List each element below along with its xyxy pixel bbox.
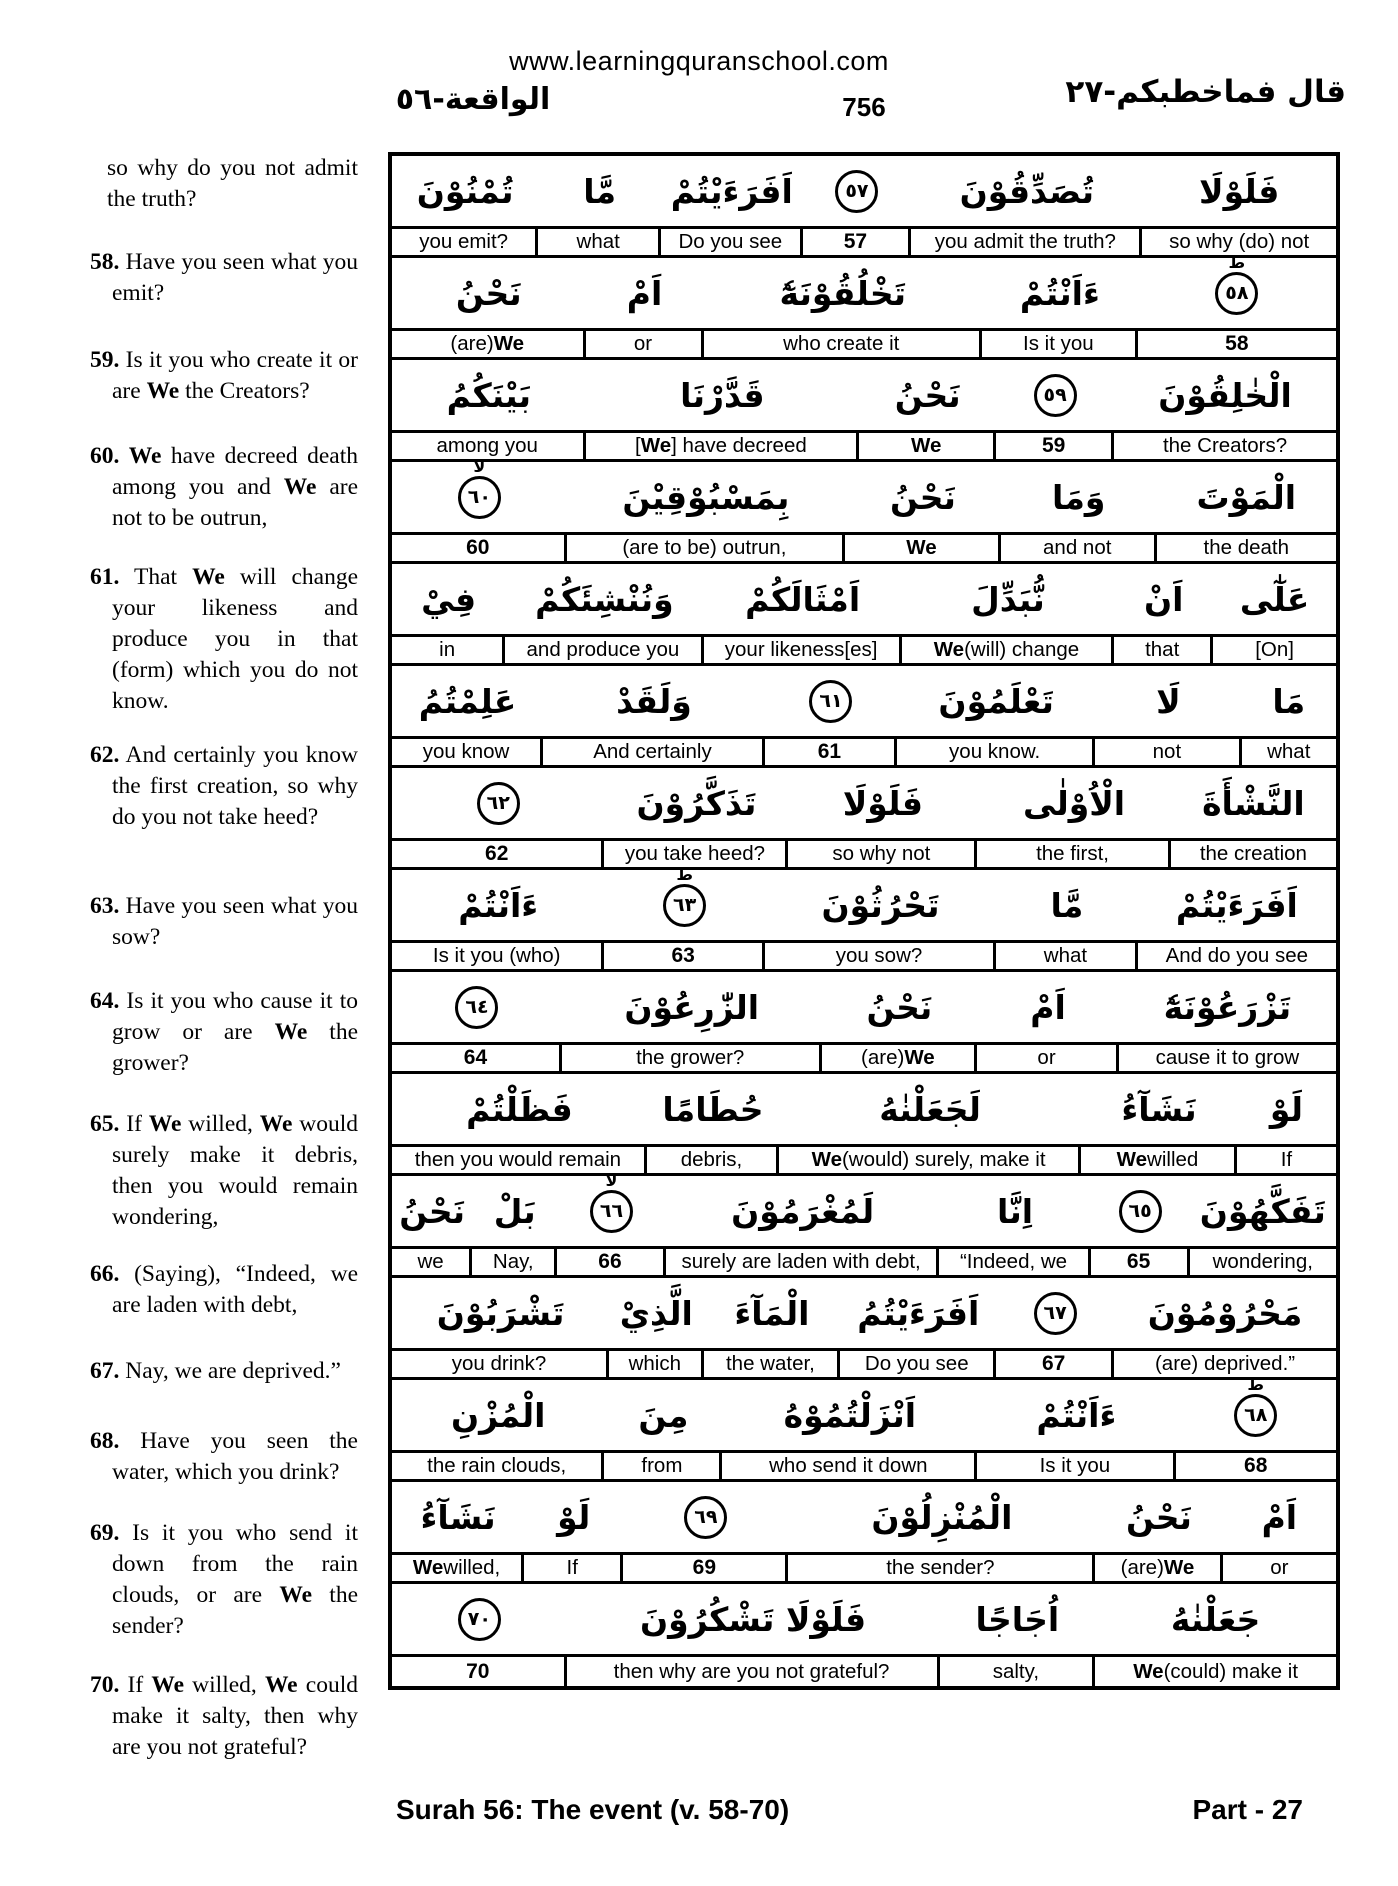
arabic-word: فِيْ (421, 579, 477, 619)
waqf-mark: ط (1247, 1374, 1265, 1394)
translation-band (392, 841, 1336, 870)
translation-band (392, 637, 1336, 666)
word-translation-cell: [On] (1255, 638, 1294, 661)
translation-band (392, 943, 1336, 972)
word-translation-cell: salty, (940, 1657, 1096, 1686)
word-translation-cell: We (will) change (902, 637, 1114, 663)
ayah-number-circle: ٦٧ (1034, 1292, 1077, 1335)
ayah-end-cell (392, 456, 567, 532)
page-number: 756 (842, 92, 886, 122)
arabic-band (392, 864, 1336, 943)
verse-translation-64: 64. Is it you who cause it to grow or are We the grower? (90, 988, 358, 1076)
verse-number-cell: 70 (392, 1657, 567, 1686)
word-translation-cell: in (392, 637, 505, 663)
word-translation-cell: Is it you (977, 1453, 1175, 1479)
waqf-mark: ط (1228, 252, 1246, 272)
verse-number-cell: 63 (604, 943, 764, 969)
website-url: www.learningquranschool.com (509, 46, 889, 76)
arabic-word: اَمْ (1030, 987, 1066, 1027)
table-verse-row (392, 360, 1336, 462)
word-translation-cell: that (1114, 637, 1213, 663)
verse-number-cell: 69 (623, 1555, 788, 1581)
arabic-word: تَزْرَعُوْنَهٗٓ (1163, 987, 1292, 1027)
arabic-word: الَّذِيْ (619, 1293, 693, 1333)
ayah-number-circle: ٦٨ ط (1234, 1394, 1277, 1437)
arabic-word: نَحْنُ (866, 987, 933, 1027)
arabic-word: نَحْنُ (455, 273, 522, 313)
arabic-word: لَجَعَلْنٰهُ (879, 1089, 981, 1129)
word-translation-cell: or (977, 1045, 1119, 1071)
word-translation-cell: the first, (977, 841, 1171, 867)
arabic-word: فَلَوْلَا تَشْكُرُوْنَ (639, 1599, 867, 1639)
ayah-number-circle: ٦٠ لا (458, 476, 501, 519)
translation-band (392, 739, 1336, 768)
word-translation-cell: and produce you (505, 637, 703, 663)
arabic-band (392, 456, 1336, 535)
verse-number: 70. (90, 1672, 120, 1698)
ayah-end-cell (392, 1584, 567, 1654)
ayah-end-cell (803, 156, 912, 226)
arabic-band (392, 1374, 1336, 1453)
word-translation-cell: so why not (788, 841, 977, 867)
word-translation-cell: We (would) surely, make it (779, 1147, 1081, 1173)
verse-translation-58: 58. Have you seen what you emit? (90, 249, 358, 306)
table-verse-row (392, 1482, 1336, 1584)
verse-number-cell: 65 (1091, 1249, 1190, 1275)
word-translation-cell: then you would remain (392, 1147, 647, 1173)
translation-band (392, 535, 1336, 564)
translation-band (392, 1045, 1336, 1074)
arabic-word: الزّٰرِعُوْنَ (624, 987, 760, 1027)
verse-translation-62: 62. And certainly you know the first creation, so why do you not take heed? (90, 742, 358, 830)
verse-number-cell: 64 (392, 1045, 562, 1071)
word-translation-cell: you know. (897, 739, 1095, 765)
verse-number: 60. (90, 443, 120, 469)
verse-translation-63: 63. Have you seen what you sow? (90, 893, 358, 950)
word-translation-cell: the Creators? (1162, 434, 1288, 457)
ayah-end-cell (1091, 1176, 1190, 1246)
verse-translation-59: 59. Is it you who create it or are We the Creators? (90, 347, 358, 404)
arabic-band (392, 768, 1336, 841)
ayah-number-circle: ٦٩ (684, 1496, 727, 1539)
ayah-end-cell (996, 1278, 1114, 1348)
ayah-number-circle: ٧٠ (458, 1598, 501, 1641)
translation-band (392, 331, 1336, 360)
translation-band (392, 1351, 1336, 1380)
word-translation-cell: what (538, 229, 661, 255)
arabic-band (392, 1278, 1336, 1351)
word-translation-cell: We willed (1081, 1147, 1237, 1173)
waqf-mark: لا (473, 456, 486, 476)
verse-translation-68: 68. Have you seen the water, which you drink? (90, 1428, 358, 1485)
arabic-word: بَيْنَكُمُ (446, 375, 531, 415)
arabic-word: بَلْ (493, 1191, 536, 1231)
table-verse-row (392, 1374, 1336, 1482)
arabic-word: نَحْنُ (399, 1191, 466, 1231)
word-translation-cell: what (1267, 740, 1311, 763)
arabic-word: نُّبَدِّلَ (971, 579, 1045, 619)
verse-number: 66. (90, 1261, 120, 1287)
word-translation-cell: (are) We (822, 1045, 978, 1071)
arabic-word: الْخٰلِقُوْنَ (1158, 375, 1292, 415)
verse-number: 58. (90, 249, 120, 275)
word-translation-cell: We (845, 535, 1001, 561)
arabic-word: وَمَا (1052, 477, 1106, 517)
arabic-word: نَحْنُ (894, 375, 961, 415)
verse-translation-69: 69. Is it you who send it down from the rain clouds, or are We the sender? (90, 1520, 358, 1639)
ayah-number-circle: ٦١ (809, 680, 852, 723)
word-translation-cell: wondering, (1212, 1250, 1313, 1273)
arabic-word: تَذَكَّرُوْنَ (636, 783, 757, 823)
ayah-end-cell (996, 360, 1114, 430)
arabic-word: تَحْرُثُوْنَ (821, 885, 940, 925)
arabic-word: نَحْنُ (890, 477, 956, 517)
word-translation-cell: you take heed? (604, 841, 788, 867)
word-translation-cell: [ We ] have decreed (586, 433, 860, 459)
arabic-word: اَفَرَءَيْتُمْ (670, 171, 793, 211)
table-verse-row (392, 156, 1336, 258)
arabic-word: اَمْ (1261, 1497, 1298, 1537)
ayah-end-cell (392, 972, 562, 1042)
word-translation-cell: so why (do) not (1169, 230, 1310, 253)
arabic-word: تَخْلُقُوْنَهٗٓ (779, 273, 906, 313)
arabic-word: لَمُغْرَمُوْنَ (731, 1191, 875, 1231)
arabic-word: نَشَآءُ (420, 1497, 496, 1537)
arabic-word: وَلَقَدْ (616, 681, 692, 721)
word-translation-cell: debris, (647, 1147, 779, 1173)
word-translation-cell: (are to be) outrun, (567, 535, 845, 561)
word-translation-cell: the rain clouds, (392, 1453, 604, 1479)
word-translation-cell: among you (392, 433, 586, 459)
arabic-word: فَظَلْتُمْ (466, 1089, 573, 1129)
arabic-word: اُجَاجًا (975, 1599, 1060, 1639)
footer-part-number: Part - 27 (1192, 1794, 1303, 1825)
arabic-word: تُمْنُوْنَ (416, 171, 514, 211)
word-translation-cell: or (1270, 1556, 1289, 1579)
waqf-mark: لا (605, 1170, 618, 1190)
verse-number: 65. (90, 1111, 120, 1137)
table-verse-row (392, 1278, 1336, 1380)
word-translation-cell: “Indeed, we (939, 1249, 1090, 1275)
arabic-band (392, 666, 1336, 739)
surah-name-arabic: الواقعة-٥٦ (395, 82, 551, 117)
arabic-band (392, 972, 1336, 1045)
arabic-band (392, 1074, 1336, 1147)
word-translation-cell: and not (1001, 535, 1157, 561)
ayah-number-circle: ٦٦ لا (590, 1190, 633, 1233)
arabic-word: الْمَوْتَ (1196, 477, 1297, 517)
verse-number: 67. (90, 1358, 120, 1384)
arabic-word: نَشَآءُ (1121, 1089, 1197, 1129)
word-translation-cell: the creation (1199, 842, 1307, 865)
word-translation-cell: your likeness[es] (704, 637, 902, 663)
verse-number-cell: 59 (996, 433, 1114, 459)
arabic-word: ءَاَنْتُمْ (1019, 273, 1100, 313)
verse-number: 63. (90, 893, 120, 919)
arabic-word: اَنْزَلْتُمُوْهُ (783, 1395, 917, 1435)
verse-number: 61. (90, 564, 120, 590)
arabic-word: فَلَوْلَا (1199, 171, 1280, 211)
table-verse-row (392, 456, 1336, 564)
word-translation-cell: If (1280, 1148, 1293, 1171)
arabic-word: اِنَّا (996, 1191, 1034, 1231)
arabic-word: تَعْلَمُوْنَ (938, 681, 1054, 721)
table-verse-row (392, 564, 1336, 666)
table-verse-row (392, 1074, 1336, 1176)
word-translation-cell: We (859, 433, 996, 459)
ayah-number-circle: ٦٥ (1119, 1190, 1162, 1233)
ayah-end-cell (765, 666, 897, 736)
word-translation-cell: then why are you not grateful? (567, 1657, 940, 1686)
arabic-word: جَعَلْنٰهُ (1170, 1599, 1261, 1639)
word-translation-cell: Nay, (472, 1249, 557, 1275)
table-verse-row (392, 252, 1336, 360)
verse-translation-continued: so why do you not admit the truth? (107, 155, 358, 212)
word-translation-cell: Is it you (982, 331, 1138, 357)
verse-translation-70: 70. If We willed, We could make it salty, then why are you not grateful? (90, 1672, 358, 1760)
arabic-word: اَفَرَءَيْتُمُ (857, 1293, 980, 1333)
arabic-word: قَدَّرْنَا (680, 375, 765, 415)
table-verse-row (392, 1584, 1336, 1686)
verse-translation-60: 60. We have decreed death among you and We are not to be outrun, (90, 443, 359, 531)
arabic-word: تُصَدِّقُوْنَ (959, 171, 1095, 211)
arabic-band (392, 360, 1336, 433)
word-translation-cell: or (586, 331, 704, 357)
arabic-band (392, 564, 1336, 637)
ayah-end-cell (604, 864, 764, 940)
ayah-end-cell (392, 768, 604, 838)
word-translation-cell: (are) We (392, 331, 586, 357)
translation-band (392, 229, 1336, 258)
arabic-band (392, 1584, 1336, 1657)
word-translation-cell: Do you see (840, 1351, 996, 1377)
arabic-word: عَلٰٓى (1239, 579, 1310, 619)
translation-band (392, 1657, 1336, 1686)
table-verse-row (392, 864, 1336, 972)
arabic-word: ءَاَنْتُمْ (1036, 1395, 1117, 1435)
verse-number-cell: 67 (996, 1351, 1114, 1377)
arabic-word: تَشْرَبُوْنَ (436, 1293, 565, 1333)
word-translation-cell: the grower? (562, 1045, 822, 1071)
word-translation-cell: who send it down (722, 1453, 977, 1479)
ayah-end-cell (623, 1482, 788, 1552)
arabic-word: فَلَوْلَا (842, 783, 924, 823)
word-translation-cell: surely are laden with debt, (666, 1249, 940, 1275)
word-translation-cell: from (604, 1453, 722, 1479)
verse-number-cell: 57 (803, 229, 912, 255)
verse-number: 59. (90, 347, 120, 373)
ayah-number-circle: ٥٩ (1034, 374, 1077, 417)
table-verse-row (392, 972, 1336, 1074)
translation-band (392, 433, 1336, 462)
word-translation-cell: you sow? (765, 943, 996, 969)
arabic-word: اَنْ (1143, 579, 1184, 619)
word-translation-cell: you admit the truth? (911, 229, 1142, 255)
arabic-word: الْاُوْلٰى (1022, 783, 1126, 823)
translation-column (90, 0, 358, 1886)
word-translation-cell: And do you see (1165, 944, 1309, 967)
verse-number-cell: 58 (1225, 332, 1249, 355)
arabic-band (392, 1482, 1336, 1555)
word-translation-cell: the death (1203, 536, 1290, 559)
arabic-word: حُطَامًا (662, 1089, 764, 1129)
arabic-word: مَّا (1050, 885, 1084, 925)
word-translation-cell: Do you see (661, 229, 803, 255)
verse-number-cell: 66 (557, 1249, 666, 1275)
arabic-word: الْمَآءَ (734, 1293, 810, 1333)
juz-name-arabic: قال فماخطبكم-٢٧ (1065, 74, 1346, 110)
word-translation-cell: you emit? (392, 229, 538, 255)
arabic-word: لَوْ (557, 1497, 591, 1537)
verse-number-cell: 68 (1244, 1454, 1268, 1477)
arabic-word: لَوْ (1269, 1089, 1303, 1129)
ayah-number-circle: ٦٢ (477, 782, 520, 825)
arabic-word: بِمَسْبُوْقِيْنَ (622, 477, 790, 517)
arabic-word: اَمْ (626, 273, 663, 313)
word-translation-cell: (are) We (1095, 1555, 1222, 1581)
arabic-band (392, 156, 1336, 229)
table-verse-row (392, 768, 1336, 870)
word-translation-cell: who create it (704, 331, 982, 357)
ayah-end-cell (1176, 1374, 1336, 1450)
word-translation-cell: what (996, 943, 1138, 969)
arabic-word: اَفَرَءَيْتُمْ (1175, 885, 1298, 925)
word-translation-cell: We (could) make it (1133, 1659, 1299, 1683)
translation-band (392, 1555, 1336, 1584)
verse-translation-65: 65. If We willed, We would surely make it debris, then you would remain wondering, (90, 1111, 359, 1230)
word-translation-cell: Is it you (who) (392, 943, 604, 969)
verse-number: 68. (90, 1428, 120, 1454)
arabic-word: مَّا (583, 171, 617, 211)
arabic-word: عَلِمْتُمُ (418, 681, 517, 721)
arabic-word: وَنُنْشِئَكُمْ (535, 579, 674, 619)
word-translation-cell: which (609, 1351, 703, 1377)
verse-number-cell: 60 (392, 535, 567, 561)
verse-translation-61: 61. That We will change your likeness and produce you in that (form) which you do not know. (90, 564, 358, 714)
arabic-word: ءَاَنْتُمْ (458, 885, 539, 925)
arabic-band (392, 1170, 1336, 1249)
word-translation-cell: you drink? (392, 1351, 609, 1377)
arabic-word: مِنَ (638, 1395, 689, 1435)
ayah-end-cell (557, 1170, 666, 1246)
word-translation-cell: you know (392, 739, 543, 765)
table-verse-row (392, 1170, 1336, 1278)
word-translation-cell: the sender? (788, 1555, 1095, 1581)
verse-number-cell: 62 (392, 841, 604, 867)
translation-band (392, 1453, 1336, 1482)
translation-band (392, 1249, 1336, 1278)
verse-translation-67: 67. Nay, we are deprived.” (90, 1358, 341, 1384)
footer-surah-title: Surah 56: The event (v. 58-70) (396, 1794, 790, 1825)
verse-number-cell: 61 (765, 739, 897, 765)
ayah-number-circle: ٦٣ ط (663, 884, 706, 927)
arabic-word: اَمْثَالَكُمْ (745, 579, 861, 619)
word-translation-cell: the water, (704, 1351, 841, 1377)
ayah-number-circle: ٥٨ ط (1215, 272, 1258, 315)
arabic-band (392, 252, 1336, 331)
word-by-word-table (388, 152, 1340, 1690)
arabic-word: تَفَكَّهُوْنَ (1199, 1191, 1326, 1231)
ayah-number-circle: ٦٤ (455, 986, 498, 1029)
word-translation-cell: If (524, 1555, 623, 1581)
verse-number: 62. (90, 742, 120, 768)
word-translation-cell: (are) deprived.” (1154, 1352, 1296, 1375)
translation-band (392, 1147, 1336, 1176)
word-translation-cell: cause it to grow (1155, 1046, 1300, 1069)
arabic-word: مَحْرُوْمُوْنَ (1147, 1293, 1303, 1333)
verse-number: 64. (90, 988, 120, 1014)
verse-number: 69. (90, 1520, 120, 1546)
arabic-word: لَا (1156, 681, 1181, 721)
word-translation-cell: we (392, 1249, 472, 1275)
arabic-word: الْمُزْنِ (450, 1395, 546, 1435)
table-verse-row (392, 666, 1336, 768)
word-translation-cell: And certainly (543, 739, 765, 765)
ayah-end-cell (1138, 252, 1336, 328)
waqf-mark: ط (676, 864, 693, 884)
verse-translation-66: 66. (Saying), “Indeed, we are laden with debt, (90, 1261, 358, 1318)
ayah-number-circle: ٥٧ (835, 170, 878, 213)
arabic-word: الْمُنْزِلُوْنَ (871, 1497, 1013, 1537)
arabic-word: نَحْنُ (1126, 1497, 1192, 1537)
arabic-word: النَّشْأَةَ (1202, 783, 1305, 823)
arabic-word: مَا (1272, 681, 1306, 721)
word-translation-cell: not (1095, 739, 1241, 765)
word-translation-cell: We willed, (392, 1555, 524, 1581)
